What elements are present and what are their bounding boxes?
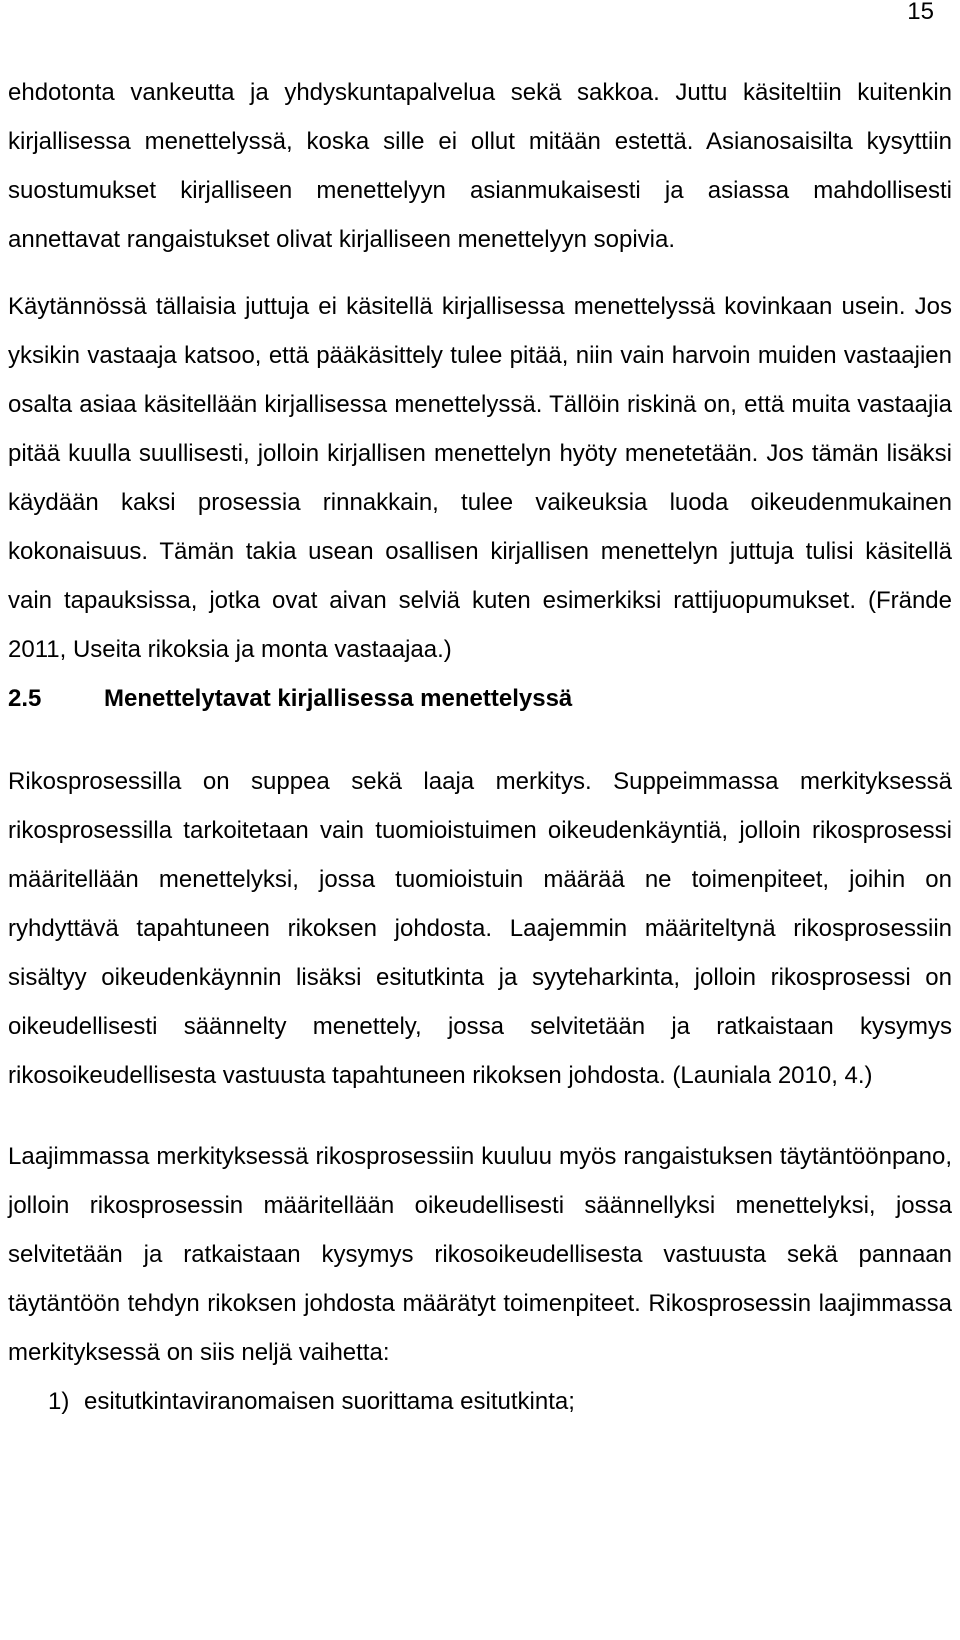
section-paragraph-2: Laajimmassa merkityksessä rikosprosessiin kuuluu myös rangaistuksen täytäntöönpano, jolloin rikosprosessin määritellään oikeudellisesti säännellyksi menettelyksi, jossa selvitetään ja ratkaistaan kysymys rikosoikeudellisesta vastuusta sekä pannaan täytäntöön tehdyn rikoksen johdosta määrätyt toimenpiteet. Rikosprosessin laajimmassa merkityksessä on siis neljä vaihetta: [8, 1143, 952, 1366]
section-heading [8, 674, 952, 723]
list-item [48, 1377, 952, 1426]
list-item-text: esitutkintaviranomaisen suorittama esitutkinta; [84, 1388, 575, 1415]
paragraph-1: ehdotonta vankeutta ja yhdyskuntapalvelua sekä sakkoa. Juttu käsiteltiin kuitenkin kirjallisessa menettelyssä, koska sille ei ollut mitään estettä. Asianosaisilta kysyttiin suostumukset kirjalliseen menettelyyn asianmukaisesti ja asiassa mahdollisesti annettavat rangaistukset olivat kirjalliseen menettelyyn sopivia. [8, 79, 952, 253]
section-number: 2.5 [8, 685, 42, 712]
paragraph-2: Käytännössä tällaisia juttuja ei käsitellä kirjallisessa menettelyssä kovinkaan usein. Jos yksikin vastaaja katsoo, että pääkäsittely tulee pitää, niin vain harvoin muiden vastaajien osalta asiaa käsitellään kirjallisessa menettelyssä. Tällöin riskinä on, että muita vastaajia pitää kuulla suullisesti, jolloin kirjallisen menettelyn hyöty menetetään. Jos tämän lisäksi käydään kaksi prosessia rinnakkain, tulee vaikeuksia luoda oikeudenmukainen kokonaisuus. Tämän takia usean osallisen kirjallisen menettelyn juttuja tulisi käsitellä vain tapauksissa, jotka ovat aivan selviä kuten esimerkiksi rattijuopumukset. (Frände 2011, Useita rikoksia ja monta vastaajaa.) [8, 293, 952, 663]
section-paragraph-1: Rikosprosessilla on suppea sekä laaja merkitys. Suppeimmassa merkityksessä rikosprosessilla tarkoitetaan vain tuomioistuimen oikeudenkäyntiä, jolloin rikosprosessi määritellään menettelyksi, jossa tuomioistuin määrää ne toimenpiteet, joihin on ryhdyttävä tapahtuneen rikoksen johdosta. Laajemmin määriteltynä rikosprosessiin sisältyy oikeudenkäynnin lisäksi esitutkinta ja syyteharkinta, jolloin rikosprosessi on oikeudellisesti säännelty menettely, jossa selvitetään ja ratkaistaan kysymys rikosoikeudellisesta vastuusta tapahtuneen rikoksen johdosta. (Launiala 2010, 4.) [8, 768, 952, 1089]
list-marker: 1) [48, 1388, 70, 1415]
phase-list [8, 1377, 952, 1426]
document-body [8, 68, 952, 1426]
section-title: Menettelytavat kirjallisessa menettelyssä [104, 685, 573, 712]
page-number: 15 [907, 0, 934, 25]
